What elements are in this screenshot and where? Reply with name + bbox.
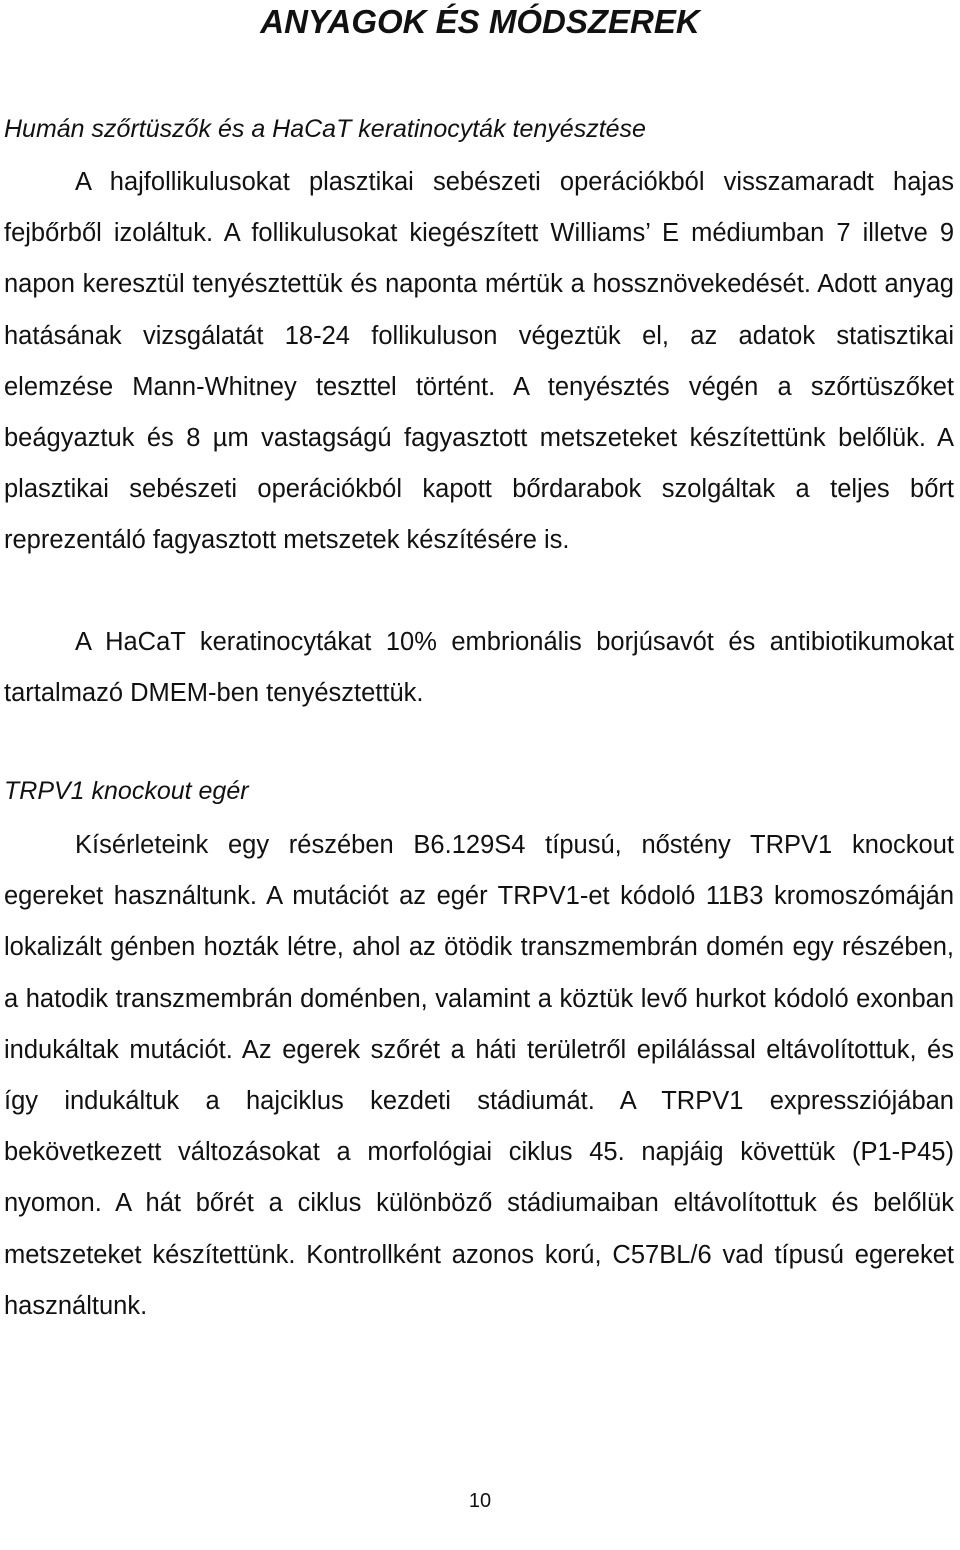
paragraph-text: A hajfollikulusokat plasztikai sebészeti operációkból visszamaradt hajas fejbőrből izoláltuk. A follikulusokat kiegészített Williams’ E médiumban 7 illetve 9 napon keresztül tenyésztettük és naponta mértük a hossznövekedését. Adott anyag hatásának vizsgálatát 18-24 follikuluson végeztük el, az adatok statisztikai elemzése Mann-Whitney teszttel történt. A tenyésztés végén a szőrtüszőket beágyaztuk és 8 µm vastagságú fagyasztott metszeteket készítettünk belőlük. A plasztikai sebészeti operációkból kapott bőrdarabok szolgáltak a teljes bőrt reprezentáló fagyasztott metszetek készítésére is. bbox=[4, 168, 954, 555]
section-heading-trpv1-knockout: TRPV1 knockout egér bbox=[4, 777, 249, 805]
chapter-title: ANYAGOK ÉS MÓDSZEREK bbox=[260, 3, 700, 40]
paragraph-hacat-culture bbox=[4, 617, 954, 719]
paragraph-trpv1-knockout-mice bbox=[4, 820, 954, 1332]
section-heading-hair-follicle-culture: Humán szőrtüszők és a HaCaT keratinocyták tenyésztése bbox=[4, 115, 646, 143]
paragraph-text: A HaCaT keratinocytákat 10% embrionális borjúsavót és antibiotikumokat tartalmazó DMEM-ben tenyésztettük. bbox=[4, 628, 954, 708]
page-number: 10 bbox=[468, 1490, 492, 1512]
paragraph-text: Kísérleteink egy részében B6.129S4 típusú, nőstény TRPV1 knockout egereket használtunk. A mutációt az egér TRPV1-et kódoló 11B3 kromoszómáján lokalizált génben hozták létre, ahol az ötödik transzmembrán domén egy részében, a hatodik transzmembrán doménben, valamint a köztük levő hurkot kódoló exonban indukáltak mutációt. Az egerek szőrét a háti területről epilálással eltávolítottuk, és így indukáltuk a hajciklus kezdeti stádiumát. A TRPV1 expressziójában bekövetkezett változásokat a morfológiai ciklus 45. napjáig követtük (P1-P45) nyomon. A hát bőrét a ciklus különböző stádiumaiban eltávolítottuk és belőlük metszeteket készítettünk. Kontrollként azonos korú, C57BL/6 vad típusú egereket használtunk. bbox=[4, 831, 954, 1320]
paragraph-hair-follicle-culture bbox=[4, 157, 954, 567]
